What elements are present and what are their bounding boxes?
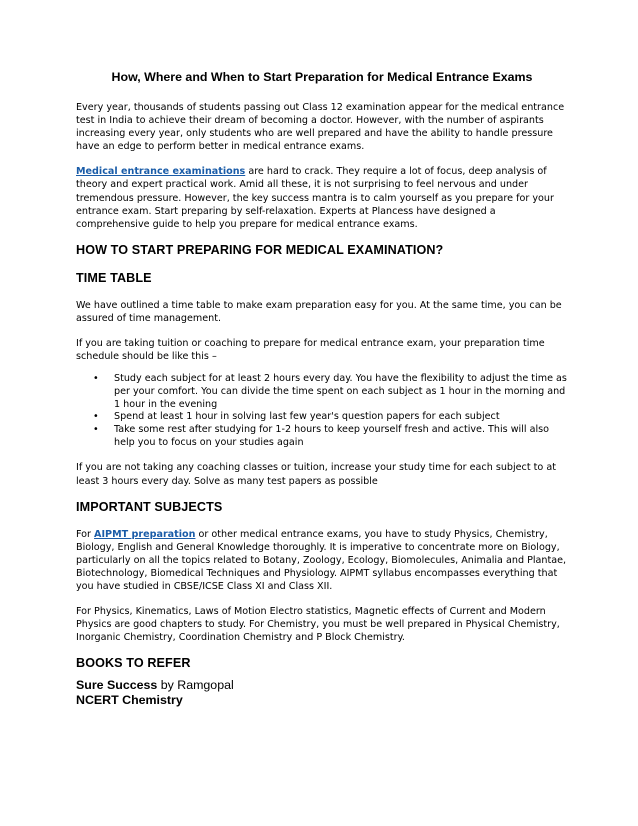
- list-item: [93, 424, 568, 449]
- list-item: [93, 411, 568, 424]
- list-item-text: Spend at least 1 hour in solving last few year's question papers for each subject: [114, 411, 500, 423]
- book-author: by Ramgopal: [157, 678, 234, 693]
- subjects-paragraph-1: [76, 528, 568, 593]
- timetable-paragraph-3: If you are not taking any coaching classes or tuition, increase your study time for each subject to at least 3 hours every day. Solve as many test papers as possible: [76, 462, 556, 487]
- aipmt-preparation-link[interactable]: AIPMT preparation: [94, 528, 196, 540]
- timetable-paragraph-2: If you are taking tuition or coaching to prepare for medical entrance exam, your preparation time schedule should be like this –: [76, 338, 545, 363]
- subjects-paragraph-2: For Physics, Kinematics, Laws of Motion Electro statistics, Magnetic effects of Current and Modern Physics are good chapters to study. For Chemistry, you must be well prepared in Physical Chemistry, Inorganic Chemistry, Coordination Chemistry and P Block Chemistry.: [76, 606, 560, 644]
- heading-books-to-refer: BOOKS TO REFER: [76, 656, 191, 671]
- document-title: How, Where and When to Start Preparation for Medical Entrance Exams: [111, 70, 533, 84]
- medical-exams-link[interactable]: Medical entrance examinations: [76, 166, 246, 178]
- schedule-list: [76, 373, 568, 449]
- intro-paragraph: Every year, thousands of students passing out Class 12 examination appear for the medical entrance test in India to achieve their dream of becoming a doctor. However, with the number of aspirants increasing every year, only students who are well prepared and have the ability to handle pressure have an edge to perform better in medical entrance exams.: [76, 102, 565, 153]
- list-item-text: Study each subject for at least 2 hours every day. You have the flexibility to adjust the time as per your comfort. You can divide the time spent on each subject as 1 hour in the morning and 1 hour in the evening: [114, 373, 567, 410]
- heading-how-to-start: HOW TO START PREPARING FOR MEDICAL EXAMINATION?: [76, 242, 444, 257]
- bullet-icon: •: [93, 424, 99, 436]
- paragraph-exams: [76, 165, 568, 230]
- heading-important-subjects: IMPORTANT SUBJECTS: [76, 499, 223, 514]
- document-page: [76, 70, 568, 708]
- timetable-paragraph-1: We have outlined a time table to make exam preparation easy for you. At the same time, you can be assured of time management.: [76, 299, 562, 324]
- bullet-icon: •: [93, 411, 99, 423]
- heading-time-table: TIME TABLE: [76, 270, 152, 285]
- bullet-icon: •: [93, 373, 99, 385]
- list-item: [93, 373, 568, 411]
- list-item-text: Take some rest after studying for 1-2 hours to keep yourself fresh and active. This will also help you to focus on your studies again: [114, 424, 550, 448]
- book-reference-1: [76, 678, 568, 693]
- book-reference-2: [76, 693, 568, 708]
- book-title: Sure Success: [76, 678, 158, 693]
- book-title: NCERT Chemistry: [76, 693, 183, 708]
- paragraph-exams-text: are hard to crack. They require a lot of focus, deep analysis of theory and expert practical work. Amid all these, it is not surprising to feel nervous and under tremendous pressure. However, the key success mantra is to calm yourself as you prepare for your entrance exam. Start preparing by self-relaxation. Experts at Plancess have designed a comprehensive guide to help you prepare for medical entrance exams.: [76, 166, 554, 230]
- subjects-paragraph-1-text: or other medical entrance exams, you have to study Physics, Chemistry, Biology, English and General Knowledge thoroughly. It is imperative to concentrate more on Biology, particularly on all the topics related to Botany, Zoology, Ecology, Biomolecules, Animalia and Plantae, Biotechnology, Biomedical Techniques and Physiology. AIPMT syllabus encompasses everything that you have studied in CBSE/ICSE Class XI and Class XII.: [76, 528, 567, 592]
- subjects-prefix: For: [76, 528, 95, 540]
